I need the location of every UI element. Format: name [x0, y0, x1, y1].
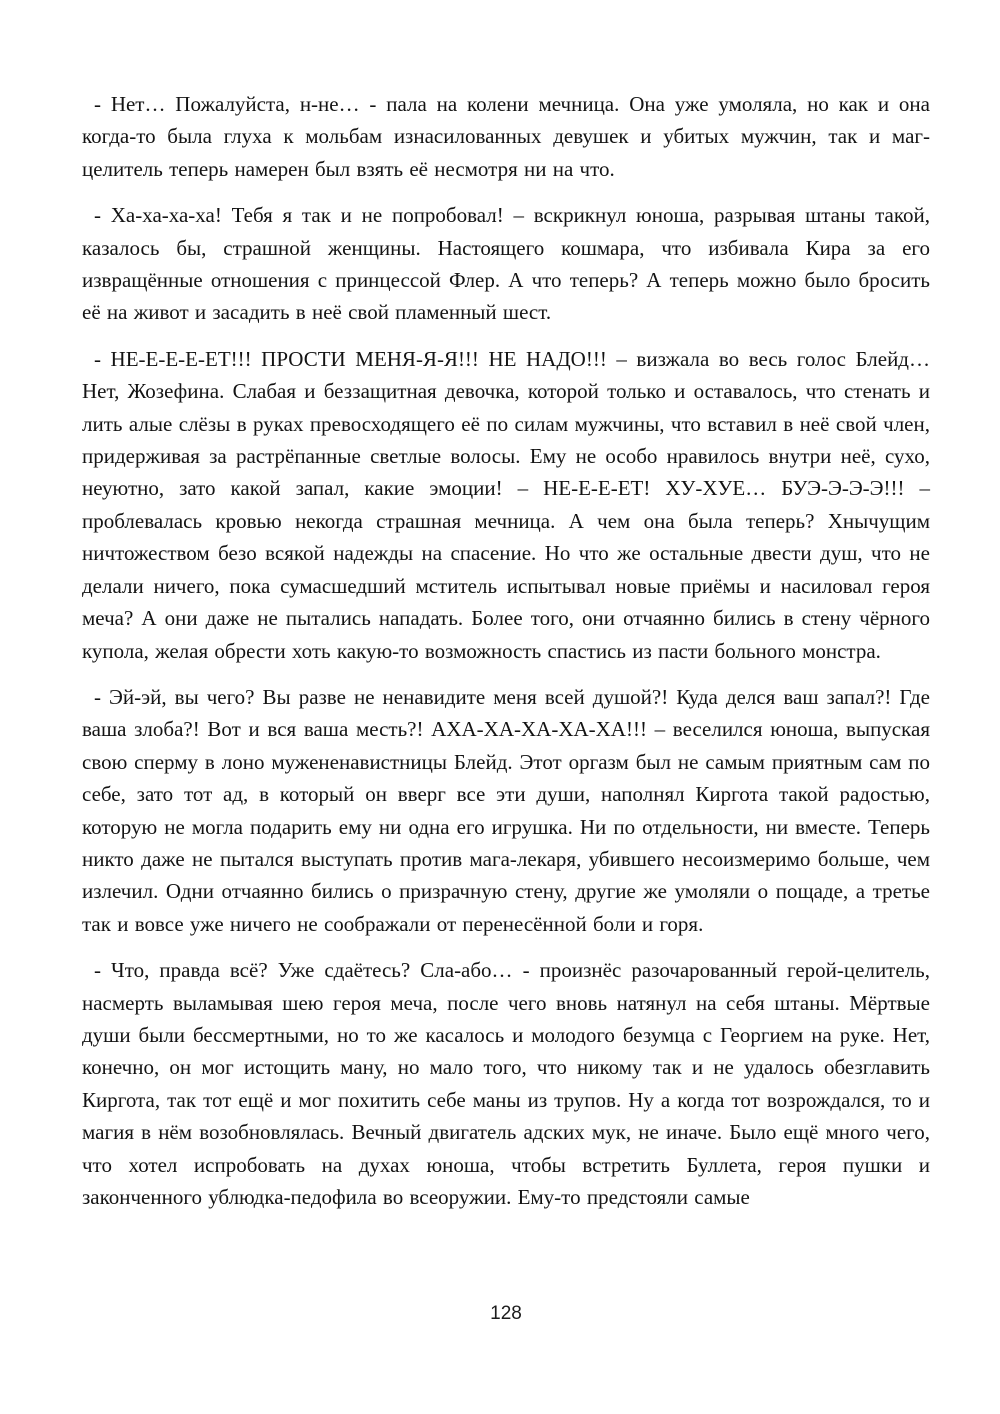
paragraph: - Что, правда всё? Уже сдаётесь? Сла-або… - произнёс разочарованный герой-целитель, насмерть выламывая шею героя меча, после чего вновь натянул на себя штаны. Мёртвые души были бессмертными, но то же касалось и молодого безумца с Георгием на руке. Нет, конечно, он мог истощить ману, но мало того, что никому так и не удалось обезглавить Киргота, так тот ещё и мог похитить себе маны из трупов. Ну а когда тот возрождался, то и магия в нём возобновлялась. Вечный двигатель адских мук, не иначе. Было ещё много чего, что хотел испробовать на духах юноша, чтобы встретить Буллета, героя пушки и законченного ублюдка-педофила во всеоружии. Ему-то предстояли самые — [82, 958, 930, 1209]
paragraph: - Эй-эй, вы чего? Вы разве не ненавидите меня всей душой?! Куда делся ваш запал?! Где ваша злоба?! Вот и вся ваша месть?! АХА-ХА-ХА-ХА-ХА!!! – веселился юноша, выпуская свою сперму в лоно мужененавистницы Блейд. Этот оргазм был не самым приятным сам по себе, зато тот ад, в который он вверг все эти души, наполнял Киргота такой радостью, которую не могла подарить ему ни одна его игрушка. Ни по отдельности, ни вместе. Теперь никто даже не пытался выступать против мага-лекаря, убившего несоизмеримо больше, чем излечил. Одни отчаянно бились о призрачную стену, другие же умоляли о пощаде, а третье так и вовсе уже ничего не соображали от перенесённой боли и горя. — [82, 684, 930, 936]
paragraph: - Нет… Пожалуйста, н-не… - пала на колени мечница. Она уже умоляла, но как и она когда-то была глуха к мольбам изнасилованных девушек и убитых мужчин, так и маг-целитель теперь намерен был взять её несмотря ни на что. — [82, 92, 930, 181]
page-number: 128 — [490, 1303, 522, 1324]
page-text-block — [82, 88, 930, 1213]
paragraph: - Ха-ха-ха-ха! Тебя я так и не попробовал! – вскрикнул юноша, разрывая штаны такой, казалось бы, страшной женщины. Настоящего кошмара, что избивала Кира за его извращённые отношения с принцессой Флер. А что теперь? А теперь можно было бросить её на живот и засадить в неё свой пламенный шест. — [82, 203, 930, 325]
paragraph: - НЕ-Е-Е-Е-ЕТ!!! ПРОСТИ МЕНЯ-Я-Я!!! НЕ НАДО!!! – визжала во весь голос Блейд… Нет, Жозефина. Слабая и беззащитная девочка, которой только и оставалось, что стенать и лить алые слёзы в руках превосходящего её по силам мужчины, что вставил в неё свой член, придерживая за растрёпанные светлые волосы. Ему не особо нравилось внутри неё, сухо, неуютно, зато какой запал, какие эмоции! – НЕ-Е-Е-ЕТ! ХУ-ХУЕ… БУЭ-Э-Э-Э!!! – проблевалась кровью некогда страшная мечница. А чем она была теперь? Хнычущим ничтожеством безо всякой надежды на спасение. Но что же остальные двести душ, что не делали ничего, пока сумасшедший мститель испытывал новые приёмы и насиловал героя меча? А они даже не пытались нападать. Более того, они отчаянно бились в стену чёрного купола, желая обрести хоть какую-то возможность спастись из пасти больного монстра. — [82, 346, 930, 663]
